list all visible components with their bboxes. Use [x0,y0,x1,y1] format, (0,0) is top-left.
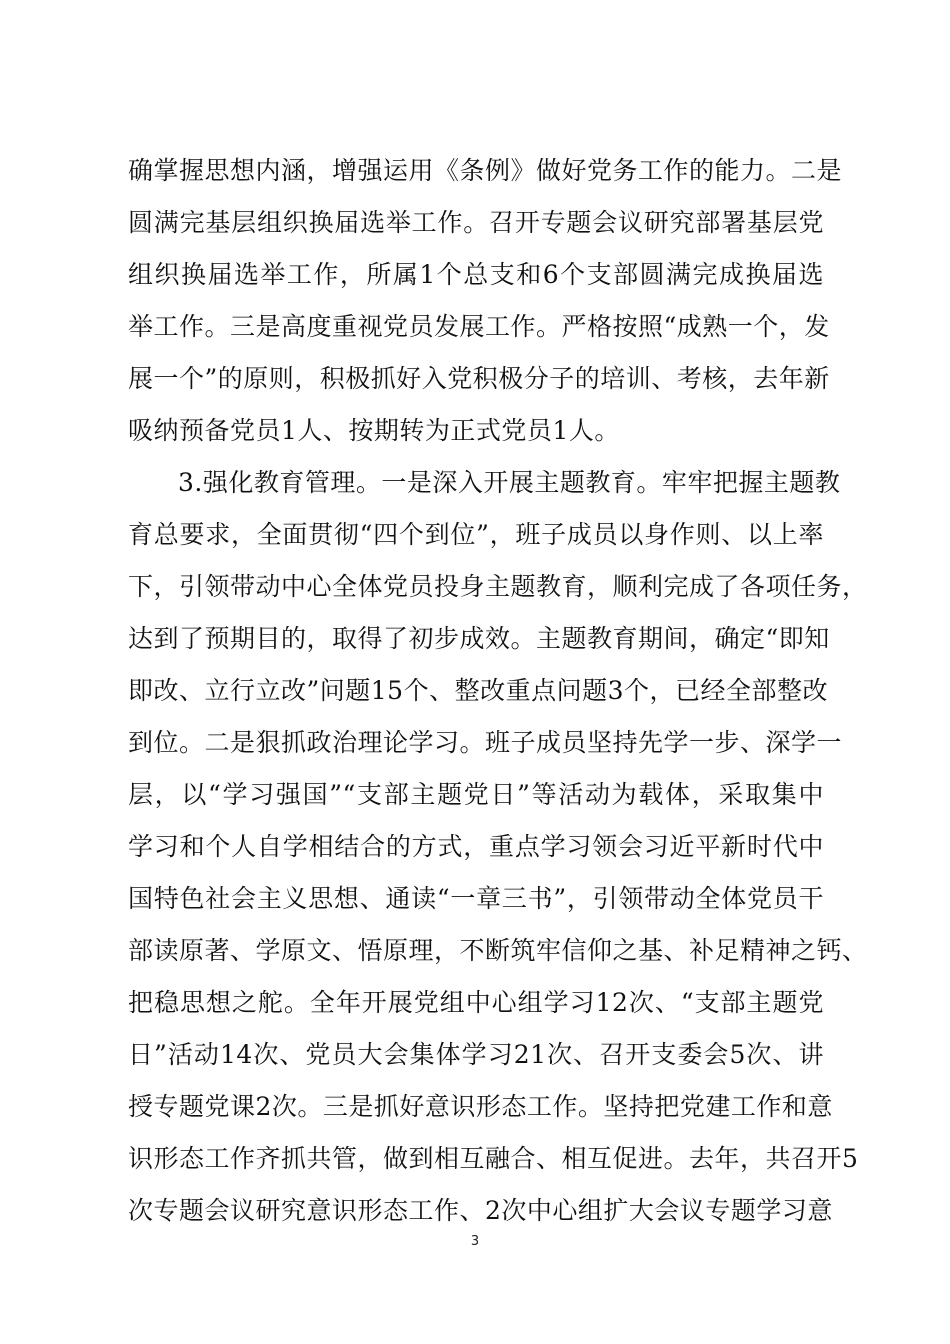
body-text-line: 组织换届选举工作，所属1个总支和6个支部圆满完成换届选 [128,260,824,289]
body-text-line: 下，引领带动中心全体党员投身主题教育，顺利完成了各项任务， [128,572,868,601]
body-text-line: 达到了预期目的，取得了初步成效。主题教育期间，确定“即知 [128,624,830,653]
body-text-line: 识形态工作齐抓共管，做到相互融合、相互促进。去年，共召开5 [128,1144,859,1173]
section-heading-line: 3.强化教育管理。一是深入开展主题教育。牢牢把握主题教 [178,468,841,497]
body-text-line: 举工作。三是高度重视党员发展工作。严格按照“成熟一个，发 [128,312,830,341]
body-text-line: 层，以“学习强国”“支部主题党日”等活动为载体，采取集中 [128,780,824,809]
body-text-line: 吸纳预备党员1人、按期转为正式党员1人。 [128,416,620,445]
body-text-line: 次专题会议研究意识形态工作、2次中心组扩大会议专题学习意 [128,1196,833,1225]
body-text-line: 部读原著、学原文、悟原理，不断筑牢信仰之基、补足精神之钙、 [128,936,868,965]
body-text-line: 学习和个人自学相结合的方式，重点学习领会习近平新时代中 [128,832,824,861]
body-text-line: 圆满完基层组织换届选举工作。召开专题会议研究部署基层党 [128,208,824,237]
body-text-line: 即改、立行立改”问题15个、整改重点问题3个，已经全部整改 [128,676,829,705]
body-text-line: 确掌握思想内涵，增强运用《条例》做好党务工作的能力。二是 [128,156,843,185]
body-text-line: 到位。二是狠抓政治理论学习。班子成员坚持先学一步、深学一 [128,728,843,757]
body-text-line: 把稳思想之舵。全年开展党组中心组学习12次、“支部主题党 [128,988,824,1017]
body-text-line: 国特色社会主义思想、通读“一章三书”，引领带动全体党员干 [128,884,824,913]
body-text-line: 展一个”的原则，积极抓好入党积极分子的培训、考核，去年新 [128,364,830,393]
body-text-line: 育总要求，全面贯彻“四个到位”，班子成员以身作则、以上率 [128,520,824,549]
body-text-line: 授专题党课2次。三是抓好意识形态工作。坚持把党建工作和意 [128,1092,833,1121]
page-number: 3 [470,1234,480,1249]
body-text-line: 日”活动14次、党员大会集体学习21次、召开支委会5次、讲 [128,1040,824,1069]
